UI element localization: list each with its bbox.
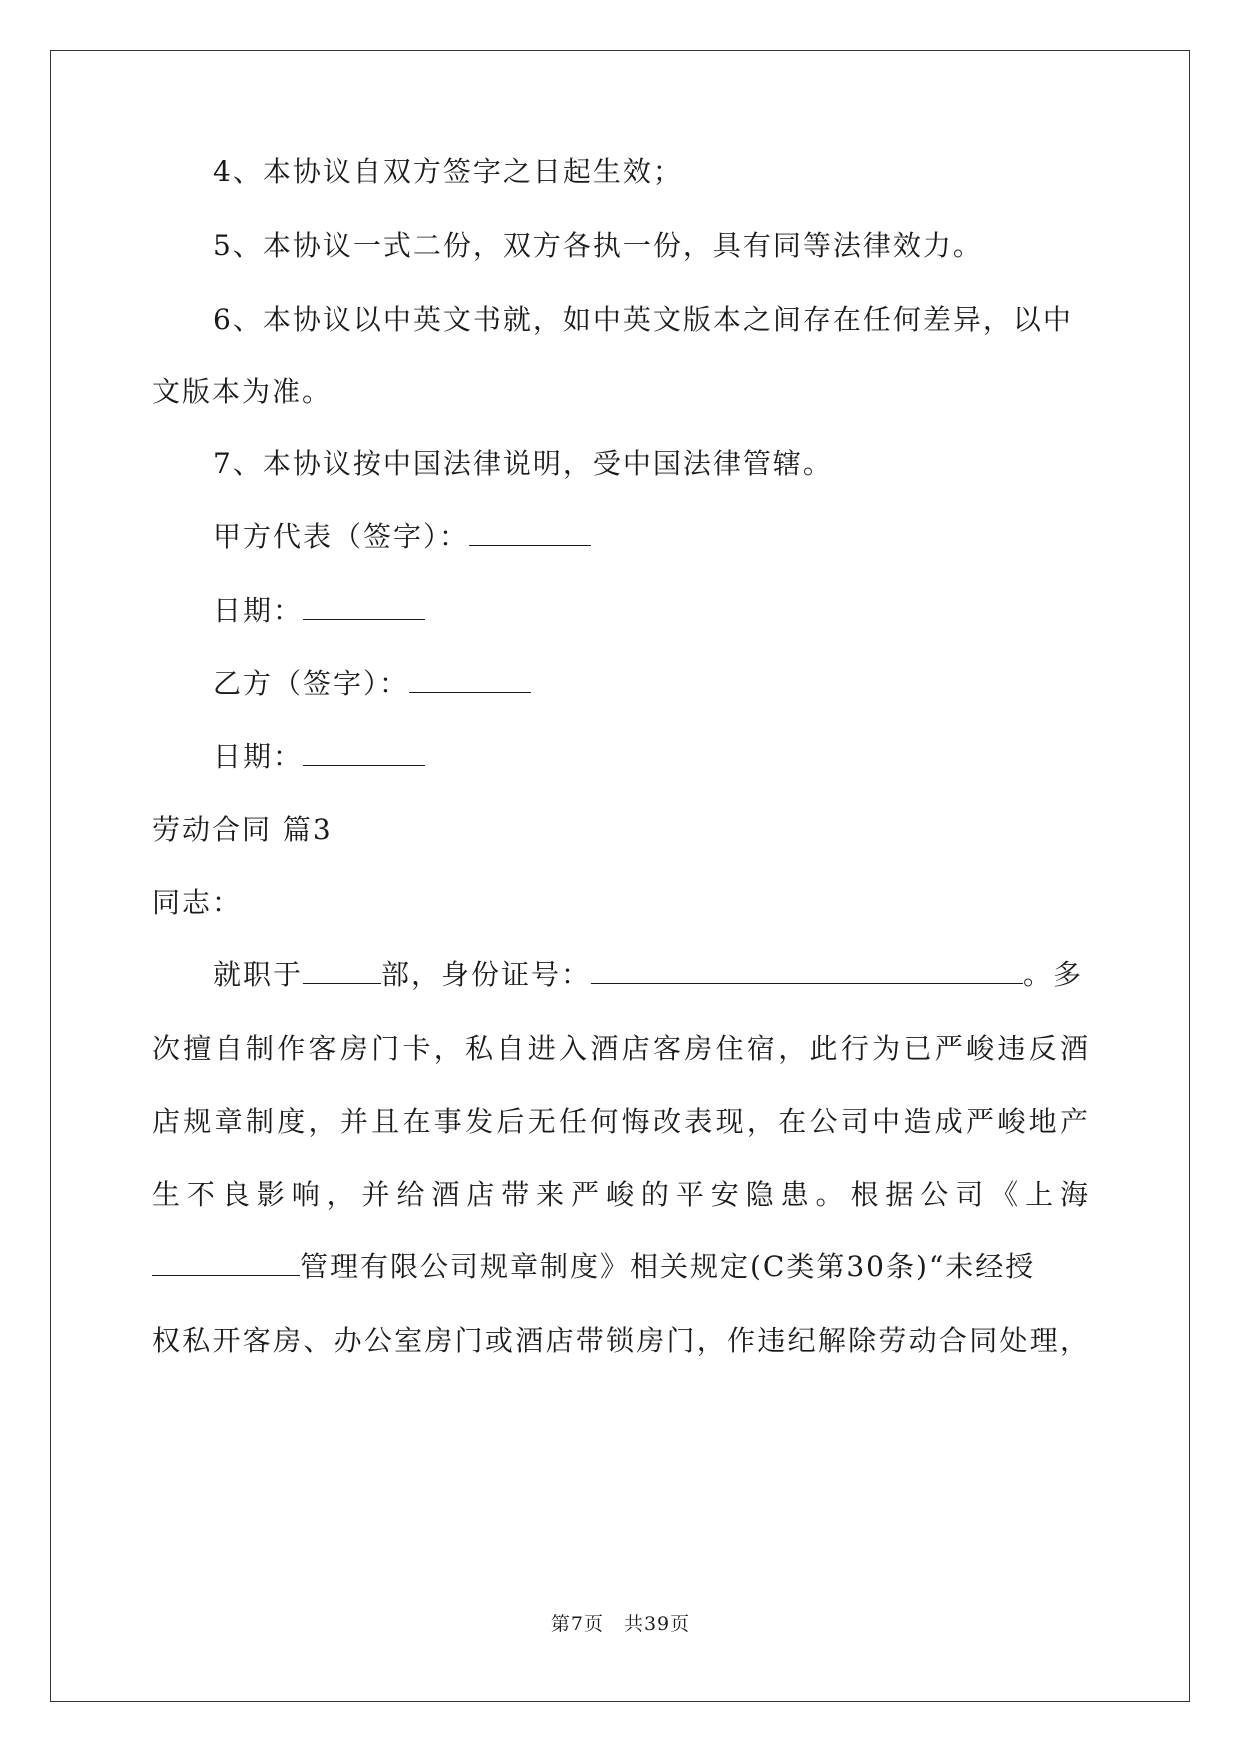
party-b-signature-blank <box>409 664 531 693</box>
salutation: 同志： <box>152 886 243 919</box>
clause-6-line-2: 文版本为准。 <box>152 375 333 408</box>
department-blank <box>303 955 381 984</box>
party-b-signature-line <box>213 664 531 704</box>
date-line-2 <box>213 737 425 777</box>
date-blank-2 <box>303 737 425 766</box>
clause-5: 5、本协议一式二份，双方各执一份，具有同等法律效力。 <box>213 229 983 262</box>
body-line-5-text: 管理有限公司规章制度》相关规定(C类第30条)“未经授 <box>300 1250 1036 1283</box>
clause-4: 4、本协议自双方签字之日起生效； <box>213 155 683 188</box>
party-a-signature-line <box>213 517 591 557</box>
clause-7: 7、本协议按中国法律说明，受中国法律管辖。 <box>213 447 833 480</box>
page-border <box>50 50 1190 1702</box>
party-a-label: 甲方代表（签字）： <box>213 520 470 553</box>
body-line-1-c: 。多 <box>1023 958 1084 991</box>
body-line-2: 次擅自制作客房门卡，私自进入酒店客房住宿，此行为已严峻违反酒 <box>152 1032 1088 1065</box>
date-label-2: 日期： <box>213 740 304 773</box>
date-label-1: 日期： <box>213 594 304 627</box>
body-line-3: 店规章制度，并且在事发后无任何悔改表现，在公司中造成严峻地产 <box>152 1105 1088 1138</box>
body-line-5 <box>152 1247 1035 1287</box>
body-line-1-b: 部，身份证号： <box>381 958 592 991</box>
body-line-1-a: 就职于 <box>213 958 304 991</box>
company-name-blank <box>152 1247 300 1276</box>
id-number-blank <box>591 955 1023 984</box>
party-b-label: 乙方（签字）： <box>213 667 410 700</box>
section-title: 劳动合同 篇3 <box>152 813 333 846</box>
party-a-signature-blank <box>469 517 591 546</box>
clause-6-line-1: 6、本协议以中英文书就，如中英文版本之间存在任何差异，以中 <box>213 303 1073 336</box>
date-line-1 <box>213 591 425 631</box>
body-line-6: 权私开客房、办公室房门或酒店带锁房门，作违纪解除劳动合同处理， <box>152 1324 1088 1357</box>
date-blank-1 <box>303 591 425 620</box>
page-number: 第7页 共39页 <box>550 1613 691 1635</box>
body-line-1 <box>213 955 1083 995</box>
body-line-4: 生不良影响，并给酒店带来严峻的平安隐患。根据公司《上海 <box>152 1178 1088 1211</box>
